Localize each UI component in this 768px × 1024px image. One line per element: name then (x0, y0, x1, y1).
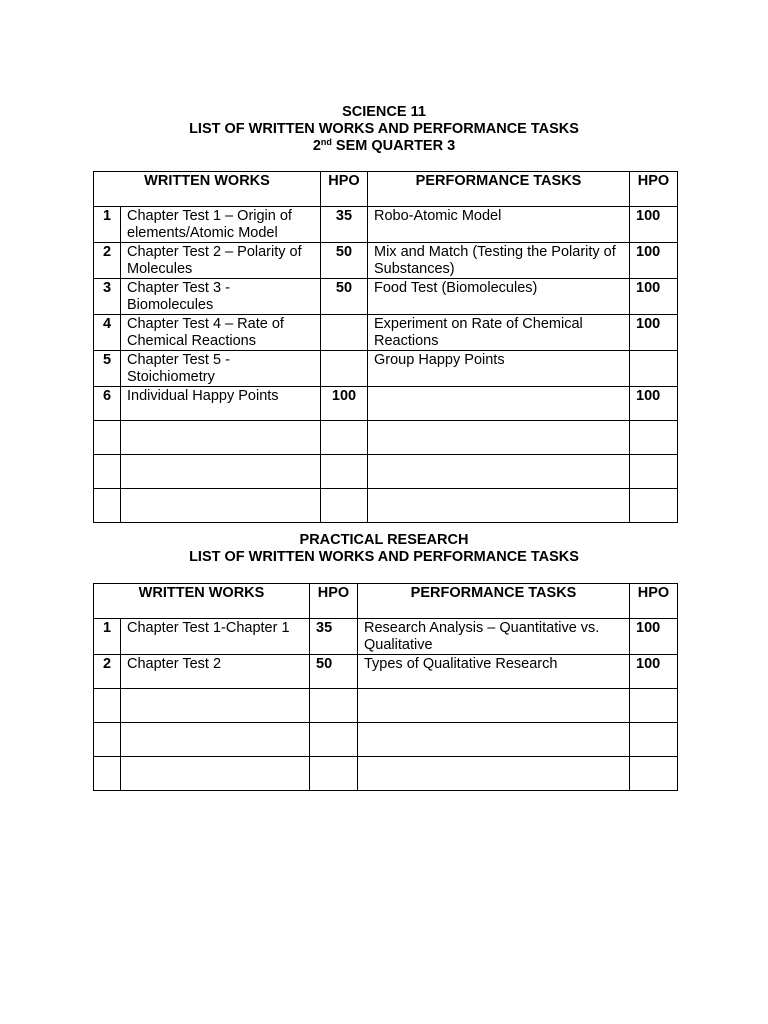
table-row (94, 757, 678, 791)
science-semester (0, 138, 768, 155)
practical-table (93, 583, 678, 791)
written-work-hpo-cell (321, 455, 368, 489)
table-row (94, 421, 678, 455)
written-work-hpo-cell: 50 (321, 279, 368, 315)
science-table (93, 171, 678, 523)
performance-task-hpo-cell: 100 (630, 619, 678, 655)
performance-task-hpo-cell (630, 723, 678, 757)
performance-task-hpo-cell (630, 489, 678, 523)
row-number: 2 (94, 655, 121, 689)
performance-task-hpo-cell: 100 (630, 315, 678, 351)
table-row (94, 455, 678, 489)
written-work-hpo-cell: 35 (321, 207, 368, 243)
written-work-hpo-cell: 50 (321, 243, 368, 279)
sem-ordinal-suffix: nd (320, 137, 332, 147)
performance-task-cell: Group Happy Points (368, 351, 630, 387)
table-row (94, 689, 678, 723)
written-work-hpo-cell: 35 (310, 619, 358, 655)
row-number (94, 689, 121, 723)
written-work-hpo-cell (321, 421, 368, 455)
performance-task-hpo-cell: 100 (630, 243, 678, 279)
performance-task-hpo-cell (630, 689, 678, 723)
written-work-hpo-cell: 50 (310, 655, 358, 689)
written-work-hpo-cell: 100 (321, 387, 368, 421)
science-title: SCIENCE 11 (342, 104, 426, 120)
table-row (94, 351, 678, 387)
performance-task-hpo-cell: 100 (630, 387, 678, 421)
header-written-works: WRITTEN WORKS (94, 172, 321, 207)
performance-task-cell: Experiment on Rate of Chemical Reactions (368, 315, 630, 351)
performance-task-hpo-cell: 100 (630, 207, 678, 243)
sem-number: 2 (312, 138, 321, 154)
performance-task-cell: Mix and Match (Testing the Polarity of Substances) (368, 243, 630, 279)
table-row (94, 207, 678, 243)
performance-task-cell: Food Test (Biomolecules) (368, 279, 630, 315)
written-work-cell (121, 757, 310, 791)
sem-quarter-text: SEM QUARTER 3 (331, 138, 456, 154)
written-work-cell: Chapter Test 5 - Stoichiometry (121, 351, 321, 387)
row-number: 4 (94, 315, 121, 351)
row-number (94, 489, 121, 523)
written-work-cell (121, 689, 310, 723)
header-hpo: HPO (321, 172, 368, 207)
row-number: 1 (94, 207, 121, 243)
header-hpo: HPO (630, 584, 678, 619)
row-number (94, 757, 121, 791)
written-work-cell (121, 723, 310, 757)
table-row (94, 279, 678, 315)
performance-task-hpo-cell (630, 455, 678, 489)
performance-task-hpo-cell: 100 (630, 279, 678, 315)
row-number: 5 (94, 351, 121, 387)
written-work-hpo-cell (321, 351, 368, 387)
performance-task-cell: Robo-Atomic Model (368, 207, 630, 243)
science-heading (0, 104, 768, 155)
written-work-cell: Chapter Test 3 - Biomolecules (121, 279, 321, 315)
practical-subtitle: LIST OF WRITTEN WORKS AND PERFORMANCE TASKS (189, 549, 579, 565)
written-work-cell (121, 489, 321, 523)
practical-heading (0, 532, 768, 566)
header-performance-tasks: PERFORMANCE TASKS (368, 172, 630, 207)
performance-task-hpo-cell: 100 (630, 655, 678, 689)
performance-task-hpo-cell (630, 421, 678, 455)
written-work-hpo-cell (321, 489, 368, 523)
row-number: 3 (94, 279, 121, 315)
written-work-hpo-cell (321, 315, 368, 351)
written-work-cell (121, 455, 321, 489)
performance-task-cell (358, 723, 630, 757)
written-work-hpo-cell (310, 689, 358, 723)
written-work-hpo-cell (310, 723, 358, 757)
table-row (94, 619, 678, 655)
written-work-cell: Chapter Test 1-Chapter 1 (121, 619, 310, 655)
row-number: 1 (94, 619, 121, 655)
performance-task-cell (368, 387, 630, 421)
practical-table-body (94, 619, 678, 791)
table-row (94, 315, 678, 351)
science-header-row (94, 172, 678, 207)
header-performance-tasks: PERFORMANCE TASKS (358, 584, 630, 619)
performance-task-cell: Types of Qualitative Research (358, 655, 630, 689)
performance-task-cell (358, 689, 630, 723)
performance-task-cell (358, 757, 630, 791)
table-row (94, 489, 678, 523)
practical-header-row (94, 584, 678, 619)
performance-task-hpo-cell (630, 351, 678, 387)
written-work-cell: Chapter Test 2 – Polarity of Molecules (121, 243, 321, 279)
header-hpo: HPO (630, 172, 678, 207)
performance-task-cell (368, 489, 630, 523)
performance-task-hpo-cell (630, 757, 678, 791)
science-table-body (94, 207, 678, 523)
performance-task-cell (368, 421, 630, 455)
row-number: 2 (94, 243, 121, 279)
table-row (94, 243, 678, 279)
written-work-cell: Chapter Test 2 (121, 655, 310, 689)
row-number (94, 455, 121, 489)
table-row (94, 387, 678, 421)
practical-title: PRACTICAL RESEARCH (299, 532, 469, 548)
written-work-cell: Individual Happy Points (121, 387, 321, 421)
performance-task-cell: Research Analysis – Quantitative vs. Qualitative (358, 619, 630, 655)
row-number (94, 421, 121, 455)
header-written-works: WRITTEN WORKS (94, 584, 310, 619)
science-subtitle: LIST OF WRITTEN WORKS AND PERFORMANCE TASKS (189, 121, 579, 137)
written-work-cell: Chapter Test 4 – Rate of Chemical Reactions (121, 315, 321, 351)
performance-task-cell (368, 455, 630, 489)
written-work-hpo-cell (310, 757, 358, 791)
table-row (94, 723, 678, 757)
header-hpo: HPO (310, 584, 358, 619)
written-work-cell (121, 421, 321, 455)
table-row (94, 655, 678, 689)
row-number: 6 (94, 387, 121, 421)
row-number (94, 723, 121, 757)
written-work-cell: Chapter Test 1 – Origin of elements/Atomic Model (121, 207, 321, 243)
